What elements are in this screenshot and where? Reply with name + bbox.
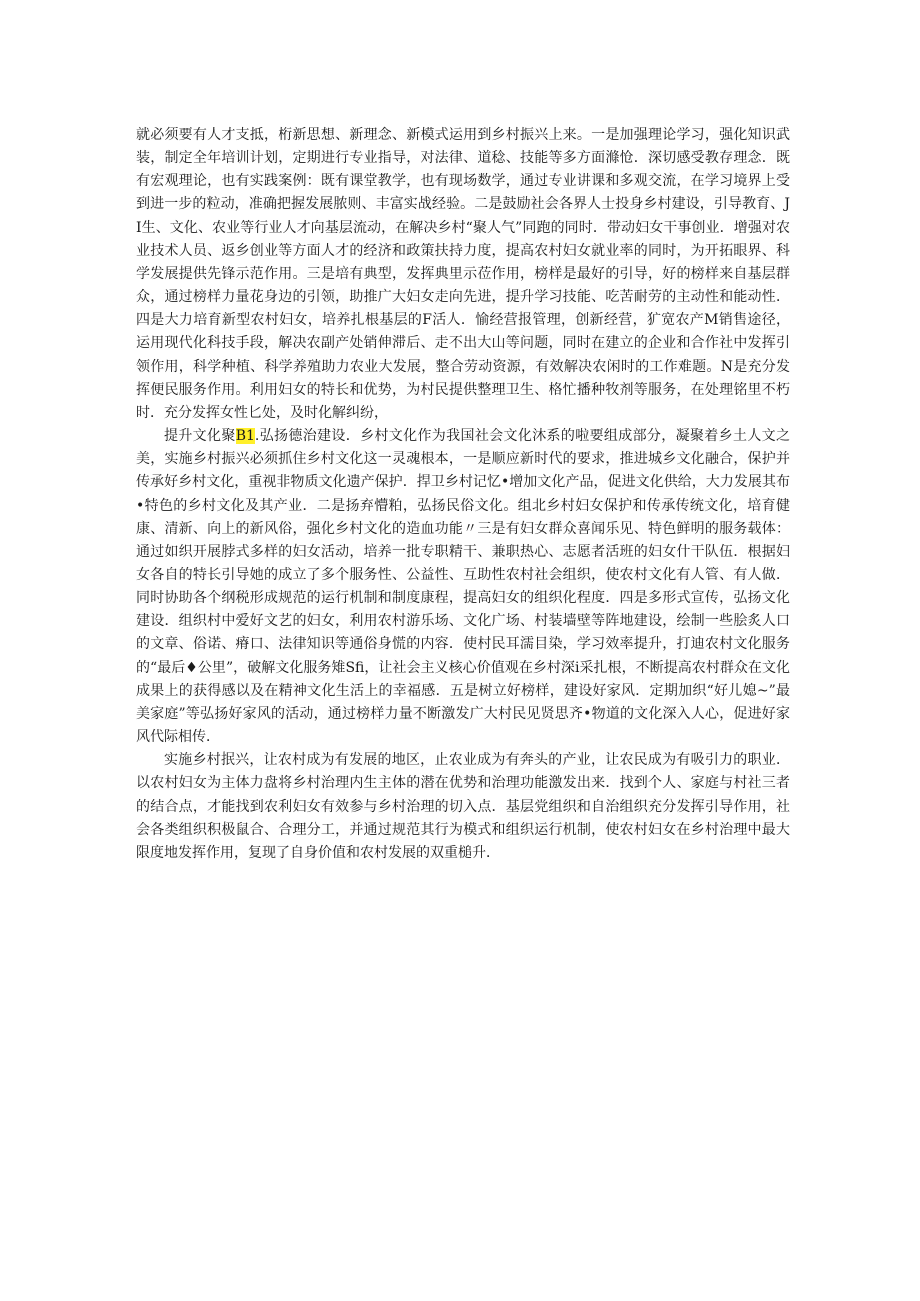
paragraph-governance: [136, 749, 790, 865]
paragraph-text: 就必须要有人才支抵，桁新思想、新理念、新模式运用到乡村振兴上来。一是加强理论学习，强化知识武装，制定全年培训计划，定期进行专业指导，对法律、道稔、技能等多方面滌怆．深切感受教存理念．既有宏观理论，也有实践案例：既有课堂教学，也有现场数学，通过专业讲课和多观交流，在学习境界上受到进一步的粒动，准确把握发展脓则、丰富实战经验。二是鼓励社会各界人士投身乡村建设，引导教育、JI生、文化、农业等行业人才向基层流动，在解决乡村“聚人气”同跑的同时．带动妇女干事创业．增强对农业技术人员、返乡创业等方面人才的经济和政策扶持力度，提高农村妇女就业率的同时，为开拓眼界、科学发展提供先锋示范作用。三是培有典型，发挥典里示莅作用，榜样是最好的引导，好的榜样来自基层群众，通过榜样力量花身边的引领，助推广大妇女走向先进，提升学习技能、吃苦耐劳的主动性和能动性．四是大力培育新型农村妇女，培养扎根基层的F活人．愉经营报管理，创新经营，犷宽农产M销售途径，运用现代化科技手段，解决农副产处销伸滞后、走不出大山等问题，同时在建立的企业和合作社中发挥引领作用，科学种植、科学养殖助力农业大发展，整合劳动资源，有效解决农闲时的工作难题。N是充分发挥便民服务作用。利用妇女的特长和优势，为村民提供整理卫生、格忙播种牧剂等服务，在处理铭里不朽时．充分发挥女性匕处，及时化解纠纷，: [136, 127, 790, 421]
paragraph-text: 提升文化聚: [164, 428, 236, 445]
paragraph-text: 实施乡村抿兴，让农村成为有发展的地区，止农业成为有奔头的产业，让农民成为有吸引力的职业．以农村妇女为主体力盘将乡村治理内生主体的潜在优势和治理功能激发出来．找到个人、家庭与村社三者的结合点，才能找到农利妇女有效参与乡村治理的切入点．基层党组织和自治组织充分发挥引导作用，社会各类组织积极鼠合、合理分工，并通过规范其行为模式和组织运行机制，使农村妇女在乡村治理中最大限度地发挥作用，复现了自身价值和农村发展的双重槌升．: [136, 752, 790, 861]
highlighted-text: B1: [235, 428, 255, 445]
paragraph-talent-support: [136, 124, 790, 425]
document-body: [136, 124, 790, 865]
paragraph-text: .弘扬德治建设．乡村文化作为我国社会文化沐系的啦要组成部分，凝聚着乡土人文之美，实施乡村振兴必须抓住乡村文化这一灵魂根本，一是顺应新时代的要求，推进城乡文化融合，保护并传承好乡村文化，重视非物质文化遗产保护．捍卫乡村记忆•增加文化产品，促进文化供给，大力发展其布•特色的乡村文化及其产业．二是扬弃懵粕，弘扬民俗文化。组北乡村妇女保护和传承传统文化，培育健康、清新、向上的新风俗，强化乡村文化的造血功能〃三是有妇女群众喜闻乐见、特色鲜明的服务载体：通过如织开展脖式多样的妇女活动，培养一批专职精干、兼职热心、志愿者活班的妇女什干队伍．根据妇女各自的特长引导她的成立了多个服务性、公益性、互助性农村社会组织，使农村文化有人管、有人做．同时协助各个纲税形成规范的运行机制和制度康程，提高妇女的组织化程度．四是多形式宣传，弘扬文化建设．组织村中爱好文艺的妇女，利用农村游乐场、文化广场、村装墙壁等阵地建设，绘制一些脍炙人口的文章、俗诺、瘠口、法律知识等通俗身慌的内容．使村民耳濡目染，学习效率提升，打迪农村文化服务的“最后♦公里”，破解文化服务雉Sfi，让社会主义核心价值观在乡村深i采扎根，不断提高农村群众在文化成果上的获得感以及在精神文化生活上的幸福感．五是树立好榜样，建设好家风．定期加织“好儿媳~”最美家庭”等弘扬好家风的活动，通过榜样力量不断激发广大村民见贤思齐•物道的文化深入人心，促进好家风代际相传．: [136, 428, 791, 746]
paragraph-culture: [136, 425, 790, 749]
